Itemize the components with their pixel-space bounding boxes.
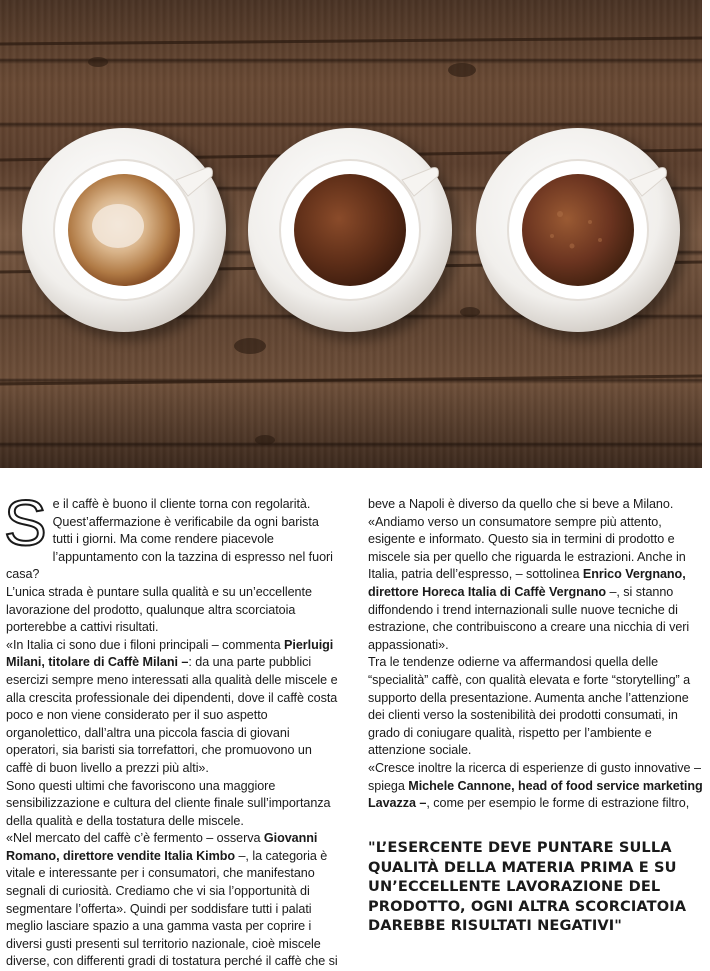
paragraph-text: «In Italia ci sono due i filoni principali – commenta <box>6 637 285 652</box>
espresso-cup <box>248 128 460 340</box>
coffee-cups-illustration <box>0 0 702 468</box>
paragraph-text: «Cresce inoltre la ricerca di esperienze di gusto innovative – spiega <box>368 760 701 793</box>
paragraph-text: –, si stanno diffondendo i trend internazionali sulle nuove tecniche di estrazione, che contribuiscono a creare una nicchia di veri appassionati». <box>368 584 690 652</box>
pull-quote: "L’ESERCENTE DEVE PUNTARE SULLA QUALITÀ DELLA MATERIA PRIMA E SU UN’ECCELLENTE LAVORAZIONE DEL PRODOTTO, OGNI ALTRA SCORCIATOIA DAREBBE RISULTATI NEGATIVI" <box>368 839 687 934</box>
speaker-credit: Giovanni Romano, direttore vendite Italia Kimbo <box>6 831 318 863</box>
paragraph-text: «Nel mercato del caffè c’è fermento – osserva <box>6 831 264 846</box>
paragraph <box>4 487 342 584</box>
paragraph <box>6 637 342 778</box>
speaker-credit: Pierluigi Milani, titolare di Caffè Milani – <box>6 637 334 670</box>
paragraph <box>368 654 704 760</box>
paragraph-text: «Andiamo verso un consumatore sempre più attento, esigente e informato. Questo sia in termini di prodotto e miscele sia per quello che riguarda le estrazioni. Anche in Italia, patria dell’espresso, – sottolinea <box>368 514 686 582</box>
paragraph <box>6 778 342 831</box>
coffee-cups-photo <box>0 0 702 468</box>
speaker-credit: Enrico Vergnano, direttore Horeca Italia di Caffè Vergnano <box>368 567 686 599</box>
paragraph-text: Sono questi ultimi che favoriscono una maggiore sensibilizzazione e cultura del cliente finale sull’importanza della qualità e della tostatura delle miscele. <box>6 778 331 828</box>
paragraph-text: Tra le tendenze odierne va affermandosi quella delle “specialità” caffè, con qualità elevata e forte “storytelling” a supporto della presentazione. Aumenta anche l’attenzione dei clienti verso la sostenibilità dei prodotti consumati, in grado di coniugare qualità, rispetto per l’ambiente e attenzione sociale. <box>368 655 691 758</box>
paragraph <box>368 496 704 514</box>
crema-espresso-cup <box>476 128 688 340</box>
paragraph-text: , come per esempio le forme di estrazione filtro, <box>426 796 690 811</box>
paragraph-text: e il caffè è buono il cliente torna con regolarità. Quest’affermazione è verificabile da ogni barista tutti i giorni. Ma come rendere piacevole l’appuntamento con la tazzina di espresso nel fuori casa? <box>6 497 333 582</box>
paragraph <box>368 760 704 813</box>
paragraph-text: : da una parte pubblici esercizi sempre meno interessati alla qualità delle miscele e alla crescita professionale dei dipendenti, dove il caffè costa poco e non viene considerato per il suo aspetto organolettico, dall’altra una piccola fascia di giovani operatori, sia baristi sia torrefattori, che promuovono un caffè di buon livello a prezzi più alti». <box>6 655 338 775</box>
paragraph <box>6 584 342 637</box>
article-column-left <box>4 487 342 971</box>
paragraph-text: –, la categoria è vitale e interessante per i consumatori, che manifestano segnali di curiosità. Crediamo che vi sia l’opportunità di segmentare l’offerta». Quindi per soddisfare tutti i palati meglio lasciare spazio a una gamma vasta per coprire i diversi gusti presenti sul territorio nazionale, cioè miscele diverse, con differenti gradi di tostatura perché il caffè che si <box>6 848 338 969</box>
article-column-right <box>368 496 704 813</box>
paragraph <box>368 514 704 655</box>
cappuccino-cup <box>22 128 234 340</box>
paragraph-text: beve a Napoli è diverso da quello che si beve a Milano. <box>368 497 674 511</box>
drop-cap: S <box>4 487 47 559</box>
paragraph-text: L’unica strada è puntare sulla qualità e su un’eccellente lavorazione del prodotto, qualunque altra scorciatoia porterebbe a cattivi risultati. <box>6 584 312 635</box>
paragraph <box>6 830 342 971</box>
speaker-credit: Michele Cannone, head of food service marketing Lavazza – <box>368 778 703 811</box>
